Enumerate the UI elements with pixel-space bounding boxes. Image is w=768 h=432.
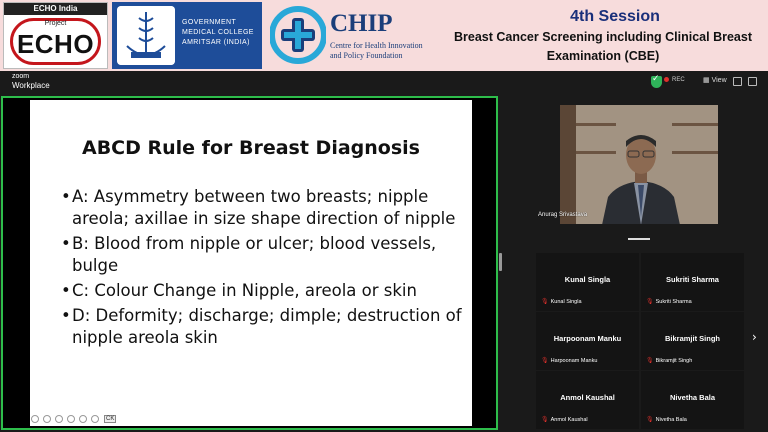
echo-india-logo xyxy=(3,2,108,69)
view-button[interactable] xyxy=(703,76,727,84)
gmc-line-3: AMRITSAR (INDIA) xyxy=(182,39,250,46)
participant-tile[interactable] xyxy=(536,253,639,311)
participant-label xyxy=(541,298,582,305)
participant-label-text: Nivetha Bala xyxy=(655,417,687,423)
grid-view-icon: ▦ xyxy=(703,77,710,84)
gmc-name xyxy=(182,18,262,48)
slide-bullets xyxy=(62,186,462,352)
gallery-page-indicator[interactable] xyxy=(628,238,650,240)
slide-prev-icon[interactable] xyxy=(31,415,39,423)
bullet-d: • D: Deformity; discharge; dimple; destruction of nipple areola skin xyxy=(62,305,462,349)
participant-name: Bikramjit Singh xyxy=(664,334,720,343)
participant-label-text: Harpoonam Manku xyxy=(550,358,598,364)
participant-name: Anmol Kaushal xyxy=(560,393,615,402)
slide-title: ABCD Rule for Breast Diagnosis xyxy=(82,137,420,159)
participant-label xyxy=(541,416,588,423)
participant-name: Kunal Singla xyxy=(564,275,611,284)
fullscreen-icon[interactable] xyxy=(748,77,757,86)
chip-logo xyxy=(266,2,440,69)
encryption-shield-icon[interactable] xyxy=(651,76,662,88)
speaker-name-label: Anurag Srivastava xyxy=(538,212,588,218)
participant-label-text: Sukriti Sharma xyxy=(655,299,692,305)
session-banner xyxy=(0,0,768,71)
participant-label xyxy=(646,298,692,305)
muted-mic-icon: 🎙 xyxy=(646,299,654,305)
zoom-top-bar xyxy=(0,71,768,93)
zoom-brand: zoom xyxy=(12,73,30,80)
active-speaker-video[interactable] xyxy=(560,105,718,224)
participant-label-text: Anmol Kaushal xyxy=(550,417,588,423)
slide-captions-button[interactable]: CK xyxy=(106,416,115,422)
gmc-line-1: GOVERNMENT xyxy=(182,19,237,26)
participant-tile[interactable] xyxy=(641,253,744,311)
participant-label xyxy=(646,357,692,364)
slide-pen-icon[interactable] xyxy=(55,415,63,423)
gmc-line-2: MEDICAL COLLEGE xyxy=(182,29,254,36)
zoom-workplace-logo xyxy=(12,73,50,91)
presentation-slide xyxy=(30,100,472,426)
record-dot-icon xyxy=(664,77,669,82)
echo-india-label: ECHO India xyxy=(4,3,107,15)
chip-cross-icon xyxy=(270,6,326,64)
view-label: View xyxy=(711,77,727,84)
gallery-next-page-icon[interactable]: › xyxy=(752,330,757,344)
panel-resize-handle[interactable] xyxy=(499,253,502,271)
participant-label-text: Kunal Singla xyxy=(550,299,582,305)
participant-tile[interactable] xyxy=(536,371,639,429)
participant-label xyxy=(541,357,597,364)
slide-grid-icon[interactable] xyxy=(67,415,75,423)
bookshelf-left xyxy=(560,105,576,224)
muted-mic-icon: 🎙 xyxy=(541,417,549,423)
participant-label xyxy=(646,416,687,423)
muted-mic-icon: 🎙 xyxy=(541,358,549,364)
participant-gallery xyxy=(533,250,744,427)
minimize-window-icon[interactable] xyxy=(733,77,742,86)
session-number: 4th Session xyxy=(570,8,660,25)
echo-project-label: Project xyxy=(44,20,67,27)
speaker-figure xyxy=(598,125,684,224)
shared-screen[interactable] xyxy=(1,96,498,430)
bullet-c: • C: Colour Change in Nipple, areola or skin xyxy=(62,280,462,302)
echo-wordmark: ECHO xyxy=(16,29,95,59)
participant-name: Nivetha Bala xyxy=(669,393,716,402)
zoom-product: Workplace xyxy=(12,81,50,90)
chip-fullname xyxy=(330,41,440,61)
chip-line-2: and Policy Foundation xyxy=(330,51,403,60)
slide-next-icon[interactable] xyxy=(43,415,51,423)
participant-name: Harpoonam Manku xyxy=(553,334,622,343)
recording-label: REC xyxy=(672,77,685,84)
participant-tile[interactable] xyxy=(536,312,639,370)
slide-zoom-icon[interactable] xyxy=(79,415,87,423)
gmc-emblem-icon xyxy=(117,6,175,65)
participant-tile[interactable] xyxy=(641,371,744,429)
gmc-amritsar-logo xyxy=(112,2,262,69)
bullet-b: • B: Blood from nipple or ulcer; blood vessels, bulge xyxy=(62,233,462,277)
participant-tile[interactable] xyxy=(641,312,744,370)
muted-mic-icon: 🎙 xyxy=(646,417,654,423)
muted-mic-icon: 🎙 xyxy=(541,299,549,305)
chip-line-1: Centre for Health Innovation xyxy=(330,41,423,50)
chip-wordmark: CHIP xyxy=(330,10,393,37)
slide-more-icon[interactable] xyxy=(91,415,99,423)
bullet-a: • A: Asymmetry between two breasts; nipple areola; axillae in size shape direction of nipple xyxy=(62,186,462,230)
muted-mic-icon: 🎙 xyxy=(646,358,654,364)
recording-indicator[interactable] xyxy=(664,77,685,83)
participant-name: Sukriti Sharma xyxy=(666,275,719,284)
participant-label-text: Bikramjit Singh xyxy=(655,358,693,364)
session-title: Breast Cancer Screening including Clinical Breast Examination (CBE) xyxy=(453,30,752,63)
